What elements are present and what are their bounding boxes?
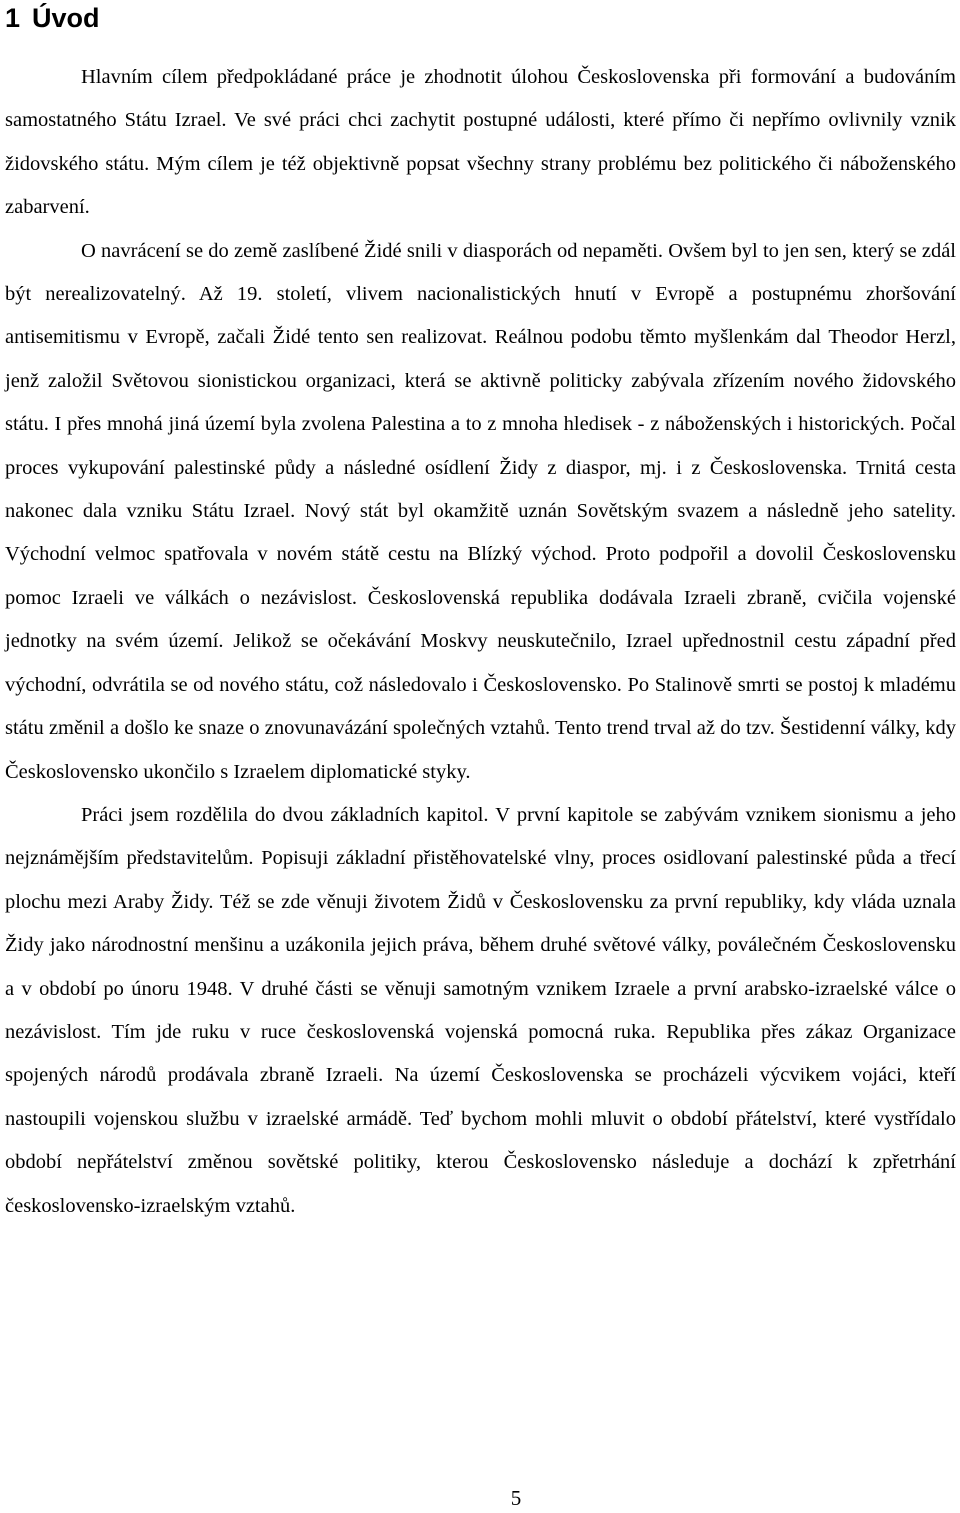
- paragraph-history: O navrácení se do země zaslíbené Židé snili v diasporách od nepaměti. Ovšem byl to jen sen, který se zdál být nerealizovatelný. Až 19. století, vlivem nacionalistických hnutí v Evropě a postupnému zhoršování antisemitismu v Evropě, začali Židé tento sen realizovat. Reálnou podobu těmto myšlenkám dal Theodor Herzl, jenž založil Světovou sionistickou organizaci, která se aktivně politicky zabývala zřízením nového židovského státu. I přes mnohá jiná území byla zvolena Palestina a to z mnoha hledisek - z náboženských i historických. Počal proces vykupování palestinské půdy a následné osídlení Židy z diaspor, mj. i z Československa. Trnitá cesta nakonec dala vzniku Státu Izrael. Nový stát byl okamžitě uznán Sovětským svazem a následně jeho satelity. Východní velmoc spatřovala v novém státě cestu na Blízký východ. Proto podpořil a dovolil Československu pomoc Izraeli ve válkách o nezávislost. Československá republika dodávala Izraeli zbraně, cvičila vojenské jednotky na svém území. Jelikož se očekávání Moskvy neuskutečnilo, Izrael upřednostnil cestu západní před východní, odvrátila se od nového státu, což následovalo i Československo. Po Stalinově smrti se postoj k mladému státu změnil a došlo ke snaze o znovunavázání společných vztahů. Tento trend trval až do tzv. Šestidenní války, kdy Československo ukončilo s Izraelem diplomatické styky.: [5, 239, 956, 783]
- chapter-title: Úvod: [32, 3, 100, 33]
- body-text: [5, 56, 956, 1228]
- page-number: 5: [510, 1486, 522, 1510]
- paragraph-aim: Hlavním cílem předpokládané práce je zhodnotit úlohou Československa při formování a budováním samostatného Státu Izrael. Ve své práci chci zachytit postupné události, které přímo či nepřímo ovlivnily vznik židovského státu. Mým cílem je též objektivně popsat všechny strany problému bez politického či náboženského zabarvení.: [5, 66, 956, 219]
- paragraph-structure: Práci jsem rozdělila do dvou základních kapitol. V první kapitole se zabývám vznikem sionismu a jeho nejznámějším představitelům. Popisuji základní přistěhovatelské vlny, proces osidlovaní palestinské půda a třecí plochu mezi Araby Židy. Též se zde věnuji životem Židů v Československu za první republiky, kdy vláda uznala Židy jako národnostní menšinu a uzákonila jejich práva, během druhé světové války, poválečném Československu a v období po únoru 1948. V druhé části se věnuji samotným vznikem Izraele a první arabsko-izraelské válce o nezávislost. Tím jde ruku v ruce československá vojenská pomocná ruka. Republika přes zákaz Organizace spojených národů prodávala zbraně Izraeli. Na území Československa se procházeli výcvikem vojáci, kteří nastoupili vojenskou službu v izraelské armádě. Teď bychom mohli mluvit o období přátelství, které vystřídalo období nepřátelství změnou sovětské politiky, kterou Československo následuje a dochází k zpřetrhání československo-izraelským vztahů.: [5, 803, 956, 1217]
- chapter-heading: [5, 0, 100, 36]
- chapter-number: 1: [5, 3, 21, 33]
